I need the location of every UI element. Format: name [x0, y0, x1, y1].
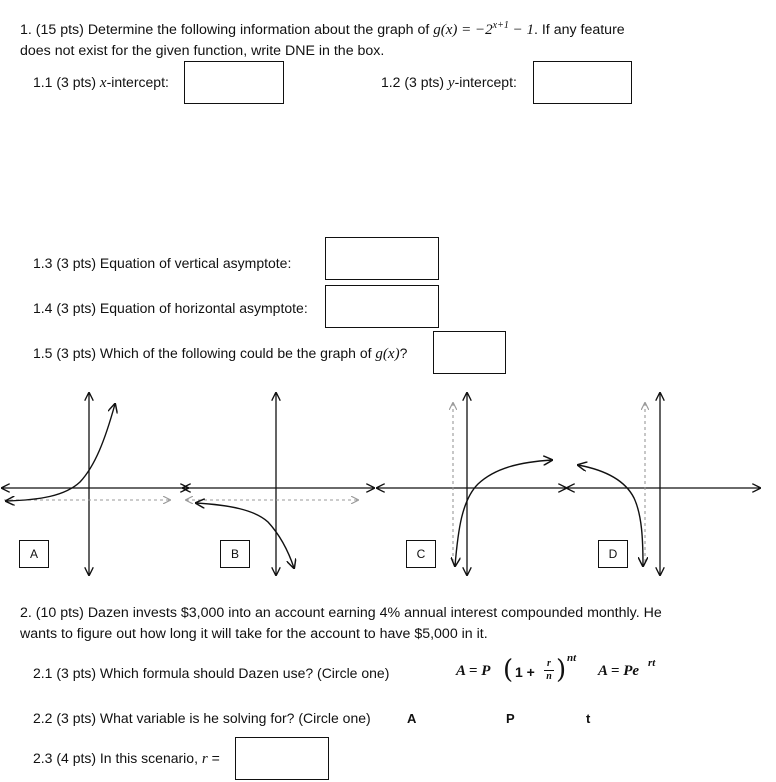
part-1-4-label: 1.4 (3 pts) Equation of horizontal asymptote:	[33, 300, 308, 316]
choice-p[interactable]: P	[506, 711, 515, 726]
r-value-answer-box[interactable]	[235, 737, 329, 780]
continuous-interest-formula[interactable]: A = Pe rt	[598, 657, 656, 679]
choice-a[interactable]: A	[407, 711, 417, 726]
part-1-5-label: 1.5 (3 pts) Which of the following could be the graph of g(x)?	[33, 345, 408, 362]
part-1-2-label: 1.2 (3 pts) y-intercept:	[381, 74, 517, 91]
choice-t[interactable]: t	[586, 711, 591, 726]
graph-c-curve	[455, 460, 552, 566]
graph-b-label[interactable]: B	[220, 540, 250, 568]
part-1-3-label: 1.3 (3 pts) Equation of vertical asymptote:	[33, 255, 292, 271]
part-2-3-label: 2.3 (4 pts) In this scenario, r =	[33, 750, 220, 767]
part-2-2-label: 2.2 (3 pts) What variable is he solving for? (Circle one)	[33, 710, 371, 726]
graph-a-label[interactable]: A	[19, 540, 49, 568]
part-2-1-label: 2.1 (3 pts) Which formula should Dazen use? (Circle one)	[33, 665, 390, 681]
function-g: $g(x) = -2^{x+1} - 1$	[433, 20, 534, 38]
graph-c-label[interactable]: C	[406, 540, 436, 568]
part-1-1-label: 1.1 (3 pts) x-intercept:	[33, 74, 169, 91]
question-1-prompt: 1. (15 pts) Determine the following information about the graph of $g(x) = -2^{x+1} - 1$. If any feature does not exist for the given function, write DNE in the box.	[20, 20, 625, 59]
fraction: r n	[544, 659, 554, 682]
question-2-prompt: 2. (10 pts) Dazen invests $3,000 into an account earning 4% annual interest compounded monthly. He wants to figure out how long it will take for the account to have $5,000 in it.	[20, 605, 662, 642]
graph-a-curve	[6, 404, 115, 501]
graph-d	[567, 393, 760, 575]
graph-b	[183, 393, 374, 575]
graph-d-label[interactable]: D	[598, 540, 628, 568]
right-paren: )	[556, 655, 567, 685]
left-paren: (	[503, 655, 514, 685]
